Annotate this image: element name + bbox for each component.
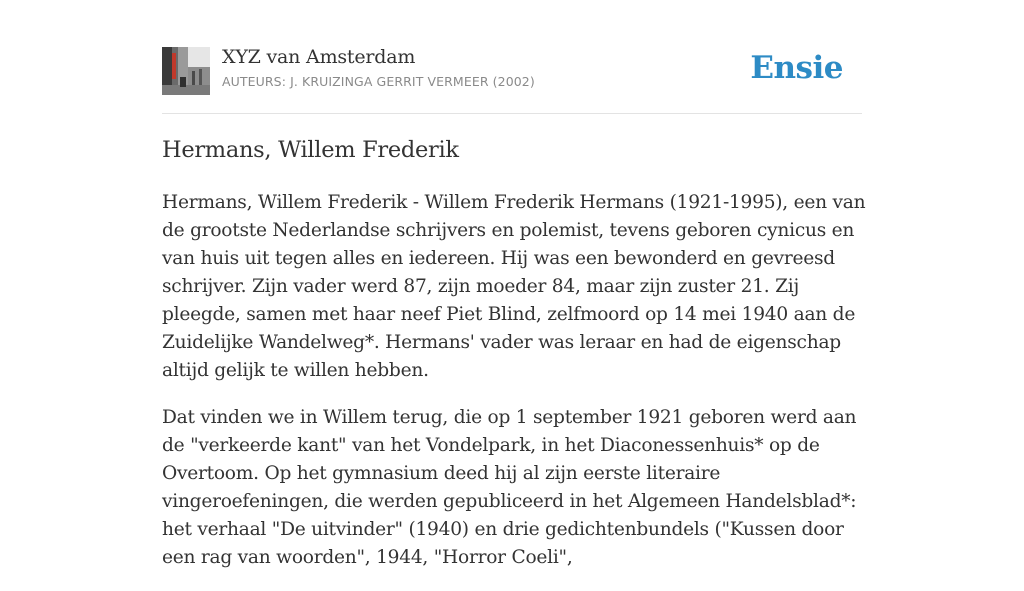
article-paragraph: Dat vinden we in Willem terug, die op 1 september 1921 geboren werd aan de "verkeerde kant" van het Vondelpark, in het Diaconessenhuis* op de Overtoom. Op het gymnasium deed hij al zijn eerste literaire vingeroefeningen, die werden gepubliceerd in het Algemeen Handelsblad*: het verhaal "De uitvinder" (1940) en drie gedichtenbundels ("Kussen door een rag van woorden", 1944, "Horror Coeli",: [162, 407, 857, 568]
article-body: [162, 189, 867, 591]
source-avatar[interactable]: [162, 47, 210, 95]
ensie-logo[interactable]: Ensie: [750, 50, 843, 86]
source-authors: AUTEURS: J. KRUIZINGA GERRIT VERMEER (2002): [222, 74, 535, 89]
article-paragraph: Hermans, Willem Frederik - Willem Frederik Hermans (1921-1995), een van de grootste Nederlandse schrijvers en polemist, tevens geboren cynicus en van huis uit tegen alles en iedereen. Hij was een bewonderd en gevreesd schrijver. Zijn vader werd 87, zijn moeder 84, maar zijn zuster 21. Zij pleegde, samen met haar neef Piet Blind, zelfmoord op 14 mei 1940 aan de Zuidelijke Wandelweg*. Hermans' vader was leraar en had de eigenschap altijd gelijk te willen hebben.: [162, 192, 866, 381]
source-header: [162, 45, 862, 114]
street-photo-icon: [162, 47, 210, 95]
article-title: Hermans, Willem Frederik: [162, 137, 459, 163]
source-title[interactable]: XYZ van Amsterdam: [222, 46, 416, 68]
